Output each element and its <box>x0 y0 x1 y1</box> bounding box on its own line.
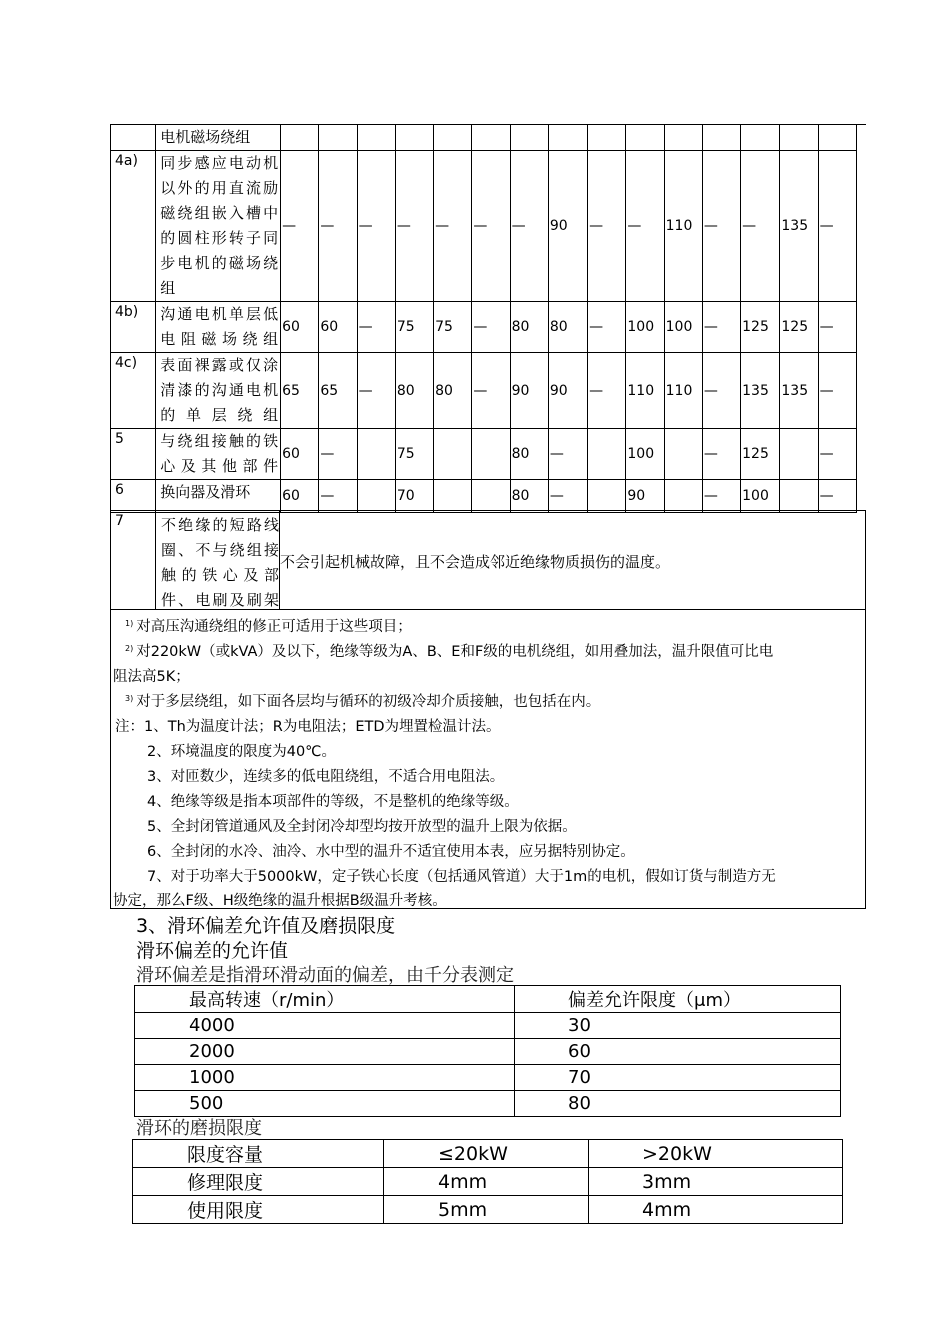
table-cell: 使用限度 <box>133 1196 384 1224</box>
table-row <box>111 125 857 151</box>
limit-value <box>702 125 740 151</box>
limit-value: 80 <box>395 353 433 429</box>
row-number: 4c) <box>111 353 156 429</box>
note-3: 3、对匝数少，连续多的低电阻绕组，不适合用电阻法。 <box>147 769 505 785</box>
limit-value: 100 <box>626 429 664 480</box>
limit-value: — <box>319 480 357 513</box>
footnote-2-continued: 阻法高5K； <box>113 669 190 685</box>
limit-value: 65 <box>319 353 357 429</box>
limit-value: 125 <box>741 429 780 480</box>
limit-value: — <box>702 302 740 353</box>
limit-value <box>395 125 433 151</box>
limit-value: — <box>702 480 740 513</box>
table-header-row <box>133 1140 843 1168</box>
limit-value: 90 <box>510 353 548 429</box>
limit-value <box>818 125 856 151</box>
limit-value: 110 <box>664 151 702 302</box>
merged-limit-text: 不会引起机械故障，且不会造成邻近绝缘物质损伤的温度。 <box>280 553 671 571</box>
limit-value: — <box>818 480 856 513</box>
limit-value: 60 <box>281 302 319 353</box>
limit-value: 60 <box>281 429 319 480</box>
table-header-row <box>135 986 841 1013</box>
limit-value: 75 <box>395 429 433 480</box>
limit-value: 80 <box>510 480 548 513</box>
limit-value: — <box>395 151 433 302</box>
table-row <box>135 1065 841 1091</box>
limit-value <box>664 480 702 513</box>
limit-value: — <box>472 353 510 429</box>
row-description: 换向器及滑环 <box>156 480 281 513</box>
limit-value <box>357 429 395 480</box>
limit-value: 125 <box>780 302 818 353</box>
limit-value: — <box>357 302 395 353</box>
limit-value: 75 <box>434 302 472 353</box>
limit-value: 60 <box>319 302 357 353</box>
limit-value: 65 <box>281 353 319 429</box>
limit-value: — <box>626 151 664 302</box>
row-number: 7 <box>115 513 124 529</box>
table-row <box>111 151 857 302</box>
table-row <box>111 429 857 480</box>
limit-value: — <box>319 151 357 302</box>
limit-value <box>588 429 626 480</box>
limit-value: — <box>818 151 856 302</box>
limit-value: — <box>357 353 395 429</box>
column-header: 偏差允许限度（μm） <box>515 986 841 1013</box>
limit-value: 90 <box>626 480 664 513</box>
limit-value: 100 <box>626 302 664 353</box>
limit-value <box>780 480 818 513</box>
limit-value <box>357 480 395 513</box>
limit-value: — <box>434 151 472 302</box>
limit-value: 80 <box>434 353 472 429</box>
limit-value: 90 <box>548 151 587 302</box>
limit-value: — <box>588 151 626 302</box>
limit-value: 110 <box>664 353 702 429</box>
limit-value <box>472 480 510 513</box>
limit-value: — <box>319 429 357 480</box>
table-row <box>133 1196 843 1224</box>
notes-block <box>110 609 866 909</box>
limit-value: — <box>818 302 856 353</box>
note-2: 2、环境温度的限度为40℃。 <box>147 744 336 760</box>
row-description: 与绕组接触的铁心及其他部件 <box>156 429 281 480</box>
table-cell: 30 <box>515 1013 841 1039</box>
limit-value: — <box>281 151 319 302</box>
table-cell: 60 <box>515 1039 841 1065</box>
row-description: 不绝缘的短路线圈、不与绕组接触的铁心及部件、电刷及刷架 <box>161 516 279 609</box>
limit-value <box>780 429 818 480</box>
limit-value <box>664 125 702 151</box>
column-header: >20kW <box>589 1140 843 1168</box>
limit-value: 100 <box>664 302 702 353</box>
footnote-1: $^{1)}$ 对高压沟通绕组的修正可适用于这些项目； <box>125 619 412 635</box>
footnote-2: $^{2)}$ 对220kW（或kVA）及以下，绝缘等级为A、B、E和F级的电机绕组，如用叠加法，温升限值可比电 <box>125 644 774 660</box>
note-1: 注：1、Th为温度计法；R为电阻法；ETD为埋置检温计法。 <box>115 719 501 735</box>
wear-limit-table <box>132 1139 843 1224</box>
limit-value <box>434 125 472 151</box>
section-subheading: 滑环偏差的允许值 <box>136 940 289 962</box>
limit-value: 110 <box>626 353 664 429</box>
limit-value <box>472 125 510 151</box>
limit-value: — <box>702 151 740 302</box>
limit-value: 75 <box>395 302 433 353</box>
limit-value <box>741 125 780 151</box>
limit-value <box>357 125 395 151</box>
row-description: 电机磁场绕组 <box>156 125 281 151</box>
table-row-7 <box>110 510 866 609</box>
limit-value: 60 <box>281 480 319 513</box>
note-5: 5、全封闭管道通风及全封闭冷却型均按开放型的温升上限为依据。 <box>147 819 577 835</box>
limit-value: 125 <box>741 302 780 353</box>
limit-value: — <box>588 302 626 353</box>
limit-value <box>319 125 357 151</box>
limit-value <box>780 125 818 151</box>
limit-value: — <box>588 353 626 429</box>
limit-value: 80 <box>510 302 548 353</box>
limit-value: 100 <box>741 480 780 513</box>
limit-value: — <box>702 353 740 429</box>
column-header: ≤20kW <box>384 1140 589 1168</box>
deviation-caption: 滑环偏差是指滑环滑动面的偏差，由千分表测定 <box>136 965 514 986</box>
footnote-3: $^{3)}$ 对于多层绕组，如下面各层均与循环的初级冷却介质接触，也包括在内。 <box>125 694 601 710</box>
row-number: 5 <box>111 429 156 480</box>
limit-value: — <box>548 429 587 480</box>
table-cell: 500 <box>135 1091 515 1117</box>
limit-value: 135 <box>780 353 818 429</box>
wear-caption: 滑环的磨损限度 <box>136 1118 262 1139</box>
table-cell: 4000 <box>135 1013 515 1039</box>
table-cell: 修理限度 <box>133 1168 384 1196</box>
table-cell: 5mm <box>384 1196 589 1224</box>
row-description: 表面裸露或仅涂清漆的沟通电机的单层绕组 <box>156 353 281 429</box>
limit-value: 135 <box>741 353 780 429</box>
column-divider <box>155 511 156 609</box>
note-4: 4、绝缘等级是指本项部件的等级，不是整机的绝缘等级。 <box>147 794 519 810</box>
table-cell: 70 <box>515 1065 841 1091</box>
table-row <box>135 1039 841 1065</box>
table-row <box>111 353 857 429</box>
limit-value <box>588 480 626 513</box>
row-description: 同步感应电动机以外的用直流励磁绕组嵌入槽中的圆柱形转子同步电机的磁场绕组 <box>156 151 281 302</box>
note-6: 6、全封闭的水冷、油冷、水中型的温升不适宜使用本表，应另据特别协定。 <box>147 844 635 860</box>
table-row <box>135 1013 841 1039</box>
table-cell: 4mm <box>589 1196 843 1224</box>
row-description: 沟通电机单层低电阻磁场绕组 <box>156 302 281 353</box>
row-number: 6 <box>111 480 156 513</box>
deviation-table <box>134 985 841 1117</box>
column-header: 限度容量 <box>133 1140 384 1168</box>
table-cell: 3mm <box>589 1168 843 1196</box>
limit-value <box>472 429 510 480</box>
limit-value: — <box>702 429 740 480</box>
table-edge-mark <box>857 124 866 125</box>
limit-value: — <box>472 151 510 302</box>
section-heading: 3、滑环偏差允许值及磨损限度 <box>136 915 396 937</box>
limit-value <box>664 429 702 480</box>
table-cell: 4mm <box>384 1168 589 1196</box>
row-number: 4b) <box>111 302 156 353</box>
limit-value <box>434 480 472 513</box>
table-cell: 1000 <box>135 1065 515 1091</box>
limit-value <box>434 429 472 480</box>
limit-value: — <box>548 480 587 513</box>
table-row <box>135 1091 841 1117</box>
limit-value: 135 <box>780 151 818 302</box>
limit-value: — <box>472 302 510 353</box>
limit-value: — <box>741 151 780 302</box>
table-cell: 2000 <box>135 1039 515 1065</box>
table-row <box>133 1168 843 1196</box>
limit-value: — <box>357 151 395 302</box>
note-7-continued: 协定，那么F级、H级绝缘的温升根据B级温升考核。 <box>113 893 447 909</box>
limit-value: — <box>818 429 856 480</box>
row-number: 4a) <box>111 151 156 302</box>
limit-value: — <box>818 353 856 429</box>
note-7: 7、对于功率大于5000kW，定子铁心长度（包括通风管道）大于1m的电机，假如订货与制造方无 <box>147 869 776 885</box>
row-number <box>111 125 156 151</box>
column-header: 最高转速（r/min） <box>135 986 515 1013</box>
limit-value: — <box>510 151 548 302</box>
limit-value <box>588 125 626 151</box>
limit-value: 70 <box>395 480 433 513</box>
limit-value <box>510 125 548 151</box>
limit-value: 80 <box>548 302 587 353</box>
limit-value: 80 <box>510 429 548 480</box>
limit-value <box>281 125 319 151</box>
temperature-rise-table <box>110 124 857 513</box>
limit-value: 90 <box>548 353 587 429</box>
limit-value <box>548 125 587 151</box>
table-row <box>111 302 857 353</box>
table-row <box>111 480 857 513</box>
limit-value <box>626 125 664 151</box>
table-cell: 80 <box>515 1091 841 1117</box>
